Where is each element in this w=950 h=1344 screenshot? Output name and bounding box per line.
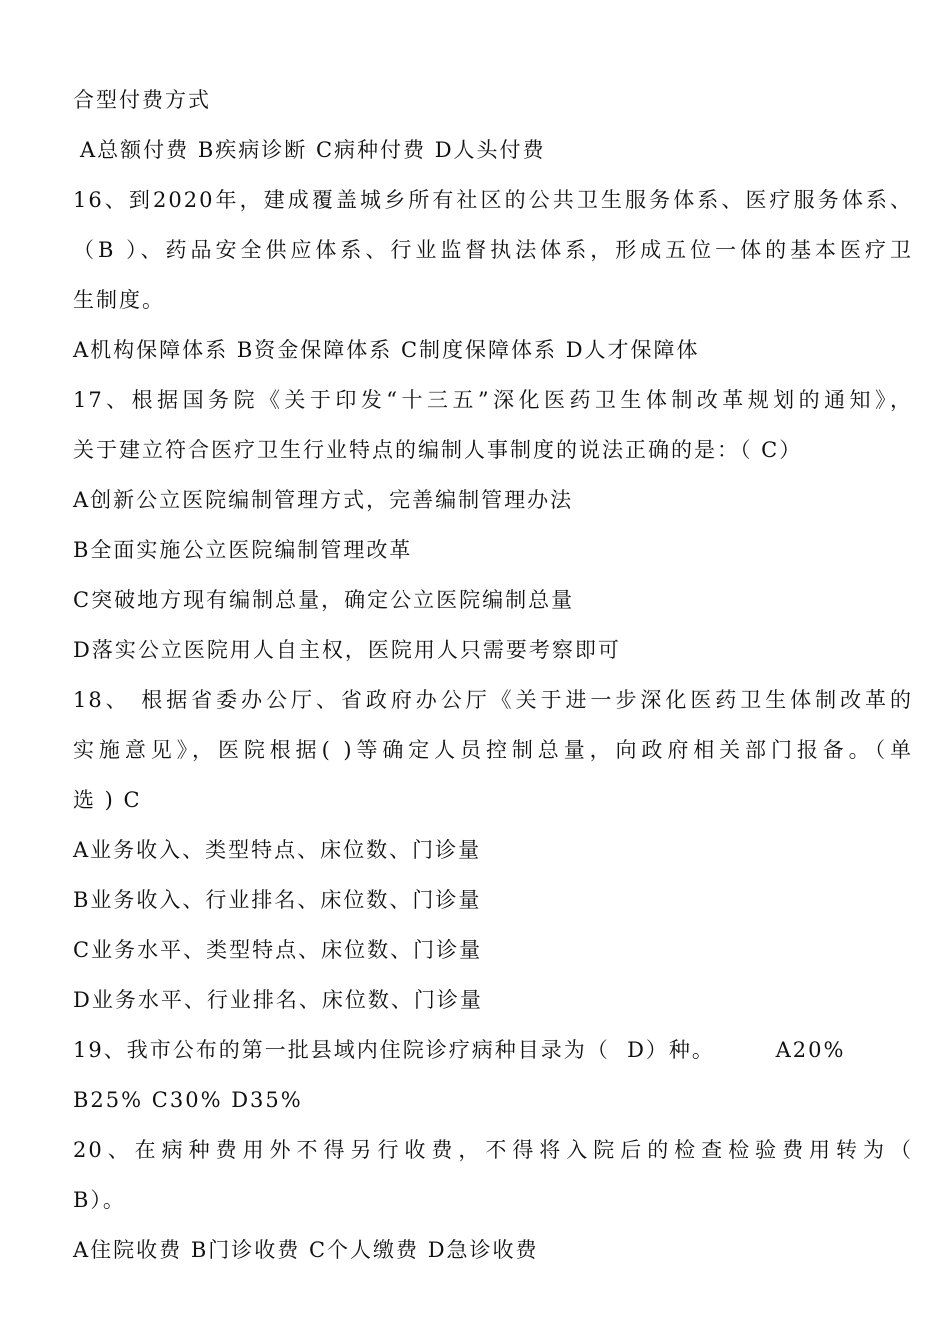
text-line-9: A创新公立医院编制管理方式，完善编制管理办法: [73, 488, 574, 512]
text-line-17: B业务收入、行业排名、床位数、门诊量: [73, 888, 482, 912]
text-line-10: B全面实施公立医院编制管理改革: [73, 538, 413, 562]
text-line-22: 20、在病种费用外不得另行收费，不得将入院后的检查检验费用转为（: [73, 1138, 913, 1162]
text-line-3: 16、到2020年，建成覆盖城乡所有社区的公共卫生服务体系、医疗服务体系、: [73, 188, 913, 212]
text-line-24: A住院收费 B门诊收费 C个人缴费 D急诊收费: [73, 1238, 539, 1262]
text-line-6: A机构保障体系 B资金保障体系 C制度保障体系 D人才保障体: [73, 338, 700, 362]
text-line-19: D业务水平、行业排名、床位数、门诊量: [73, 988, 483, 1012]
text-line-5: 生制度。: [73, 288, 165, 312]
text-line-23: B）。: [73, 1188, 126, 1212]
text-line-18: C业务水平、类型特点、床位数、门诊量: [73, 938, 483, 962]
text-line-4: （B ）、药品安全供应体系、行业监督执法体系，形成五位一体的基本医疗卫: [73, 238, 913, 262]
text-line-1: 合型付费方式: [73, 88, 211, 112]
text-line-12: D落实公立医院用人自主权，医院用人只需要考察即可: [73, 638, 621, 662]
text-line-21: B25% C30% D35%: [73, 1088, 303, 1112]
text-line-11: C突破地方现有编制总量，确定公立医院编制总量: [73, 588, 575, 612]
text-line-8: 关于建立符合医疗卫生行业特点的编制人事制度的说法正确的是：（ C）: [73, 438, 803, 462]
text-line-20: 19、我市公布的第一批县域内住院诊疗病种目录为（ D）种。 A20%: [73, 1038, 846, 1062]
text-line-15: 选 ) C: [73, 788, 142, 812]
text-line-2: A总额付费 B疾病诊断 C病种付费 D人头付费: [80, 138, 546, 162]
text-line-7: 17、根据国务院《关于印发“十三五”深化医药卫生体制改革规划的通知》，: [73, 388, 913, 412]
text-line-13: 18、 根据省委办公厅、省政府办公厅《关于进一步深化医药卫生体制改革的: [73, 688, 913, 712]
text-line-14: 实施意见》，医院根据( )等确定人员控制总量，向政府相关部门报备。（单: [73, 738, 913, 762]
text-line-16: A业务收入、类型特点、床位数、门诊量: [73, 838, 482, 862]
